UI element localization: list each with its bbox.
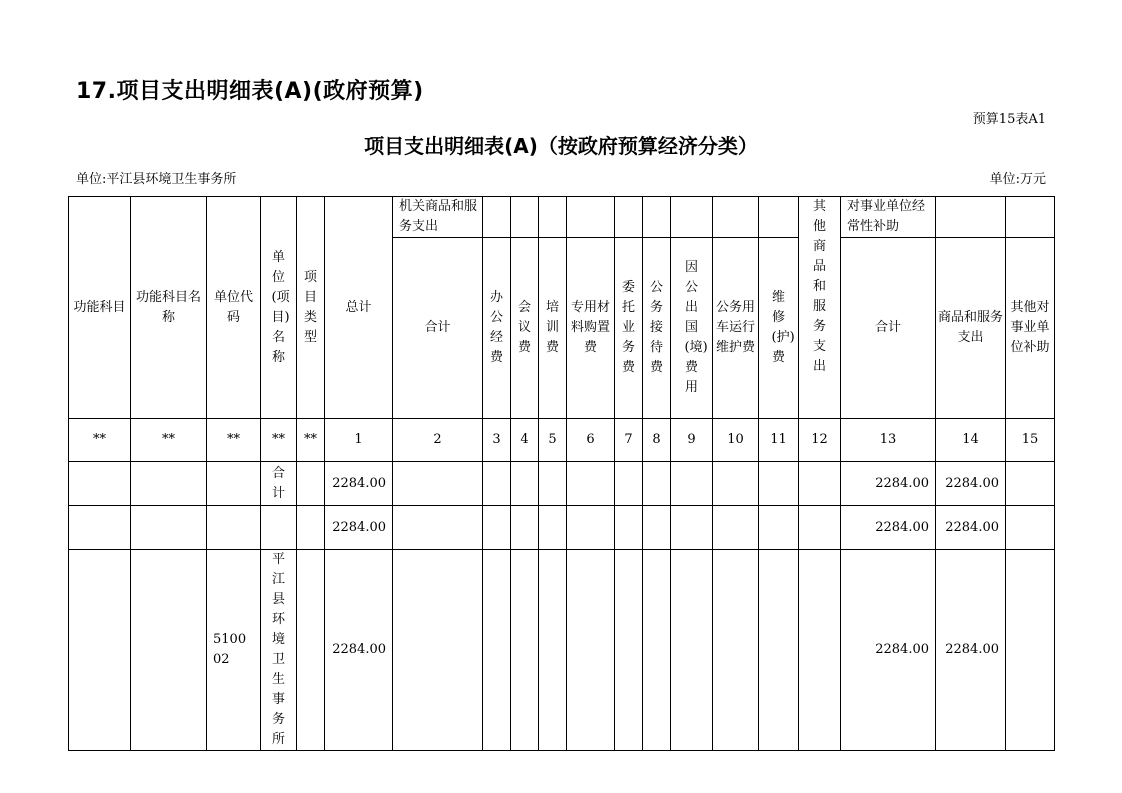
main-title: 项目支出明细表(A)（按政府预算经济分类） xyxy=(364,134,758,158)
index-cell: 11 xyxy=(759,419,799,462)
col-subsidy-goods: 商品和服务支出 xyxy=(936,238,1006,419)
index-cell: ** xyxy=(207,419,261,462)
col-training: 培训费 xyxy=(539,238,567,419)
index-cell: 6 xyxy=(567,419,615,462)
index-cell: 1 xyxy=(325,419,393,462)
index-cell: ** xyxy=(131,419,207,462)
index-cell: ** xyxy=(297,419,325,462)
col-materials: 专用材料购置费 xyxy=(567,238,615,419)
col-group-subsidy: 对事业单位经常性补助 xyxy=(841,197,936,238)
row-unit-name: 合计 xyxy=(261,462,297,506)
index-cell: 10 xyxy=(713,419,759,462)
index-cell: 2 xyxy=(393,419,483,462)
row-total: 2284.00 xyxy=(325,550,393,751)
table-row xyxy=(69,462,1055,506)
index-cell: ** xyxy=(261,419,297,462)
unit-organization: 单位:平江县环境卫生事务所 xyxy=(76,172,237,187)
col-func-subject: 功能科目 xyxy=(69,197,131,419)
col-func-subject-name: 功能科目名称 xyxy=(131,197,207,419)
col-vehicle: 公务用车运行维护费 xyxy=(713,238,759,419)
row-subsidy-goods: 2284.00 xyxy=(936,462,1006,506)
col-unit-code: 单位代码 xyxy=(207,197,261,419)
row-unit-name xyxy=(261,506,297,550)
header-row-1 xyxy=(69,197,1055,238)
row-total: 2284.00 xyxy=(325,462,393,506)
col-office: 办公经费 xyxy=(483,238,511,419)
row-unit-code: 510002 xyxy=(207,550,261,751)
index-cell: 14 xyxy=(936,419,1006,462)
col-group-goods-services: 机关商品和服务支出 xyxy=(393,197,483,238)
row-unit-name: 平江县环境卫生事务所 xyxy=(261,550,297,751)
col-other-goods: 其他商品和服务支出 xyxy=(799,197,841,419)
index-cell: 12 xyxy=(799,419,841,462)
table-row xyxy=(69,550,1055,751)
col-maintenance: 维修(护)费 xyxy=(759,238,799,419)
col-abroad: 因公出国(境)费用 xyxy=(671,238,713,419)
index-cell: 4 xyxy=(511,419,539,462)
unit-currency: 单位:万元 xyxy=(989,172,1046,187)
index-cell: 3 xyxy=(483,419,511,462)
section-title: 17.项目支出明细表(A)(政府预算) xyxy=(76,79,424,104)
row-subsidy-total: 2284.00 xyxy=(841,550,936,751)
row-unit-code xyxy=(207,462,261,506)
index-cell: ** xyxy=(69,419,131,462)
col-subsidy-total: 合计 xyxy=(841,238,936,419)
col-total: 总计 xyxy=(325,197,393,419)
index-cell: 9 xyxy=(671,419,713,462)
row-unit-code xyxy=(207,506,261,550)
col-commissioned: 委托业务费 xyxy=(615,238,643,419)
index-cell: 13 xyxy=(841,419,936,462)
col-subsidy-other: 其他对事业单位补助 xyxy=(1006,238,1055,419)
col-reception: 公务接待费 xyxy=(643,238,671,419)
col-unit-project-name: 单位(项目)名称 xyxy=(261,197,297,419)
col-subtotal: 合计 xyxy=(393,238,483,419)
index-cell: 15 xyxy=(1006,419,1055,462)
index-cell: 7 xyxy=(615,419,643,462)
index-row xyxy=(69,419,1055,462)
row-subsidy-total: 2284.00 xyxy=(841,462,936,506)
table-row xyxy=(69,506,1055,550)
row-total: 2284.00 xyxy=(325,506,393,550)
table-code: 预算15表A1 xyxy=(972,112,1046,127)
budget-table xyxy=(68,196,1055,751)
col-project-type: 项目类型 xyxy=(297,197,325,419)
row-subsidy-total: 2284.00 xyxy=(841,506,936,550)
row-subsidy-goods: 2284.00 xyxy=(936,506,1006,550)
row-subsidy-goods: 2284.00 xyxy=(936,550,1006,751)
index-cell: 8 xyxy=(643,419,671,462)
col-meeting: 会议费 xyxy=(511,238,539,419)
index-cell: 5 xyxy=(539,419,567,462)
